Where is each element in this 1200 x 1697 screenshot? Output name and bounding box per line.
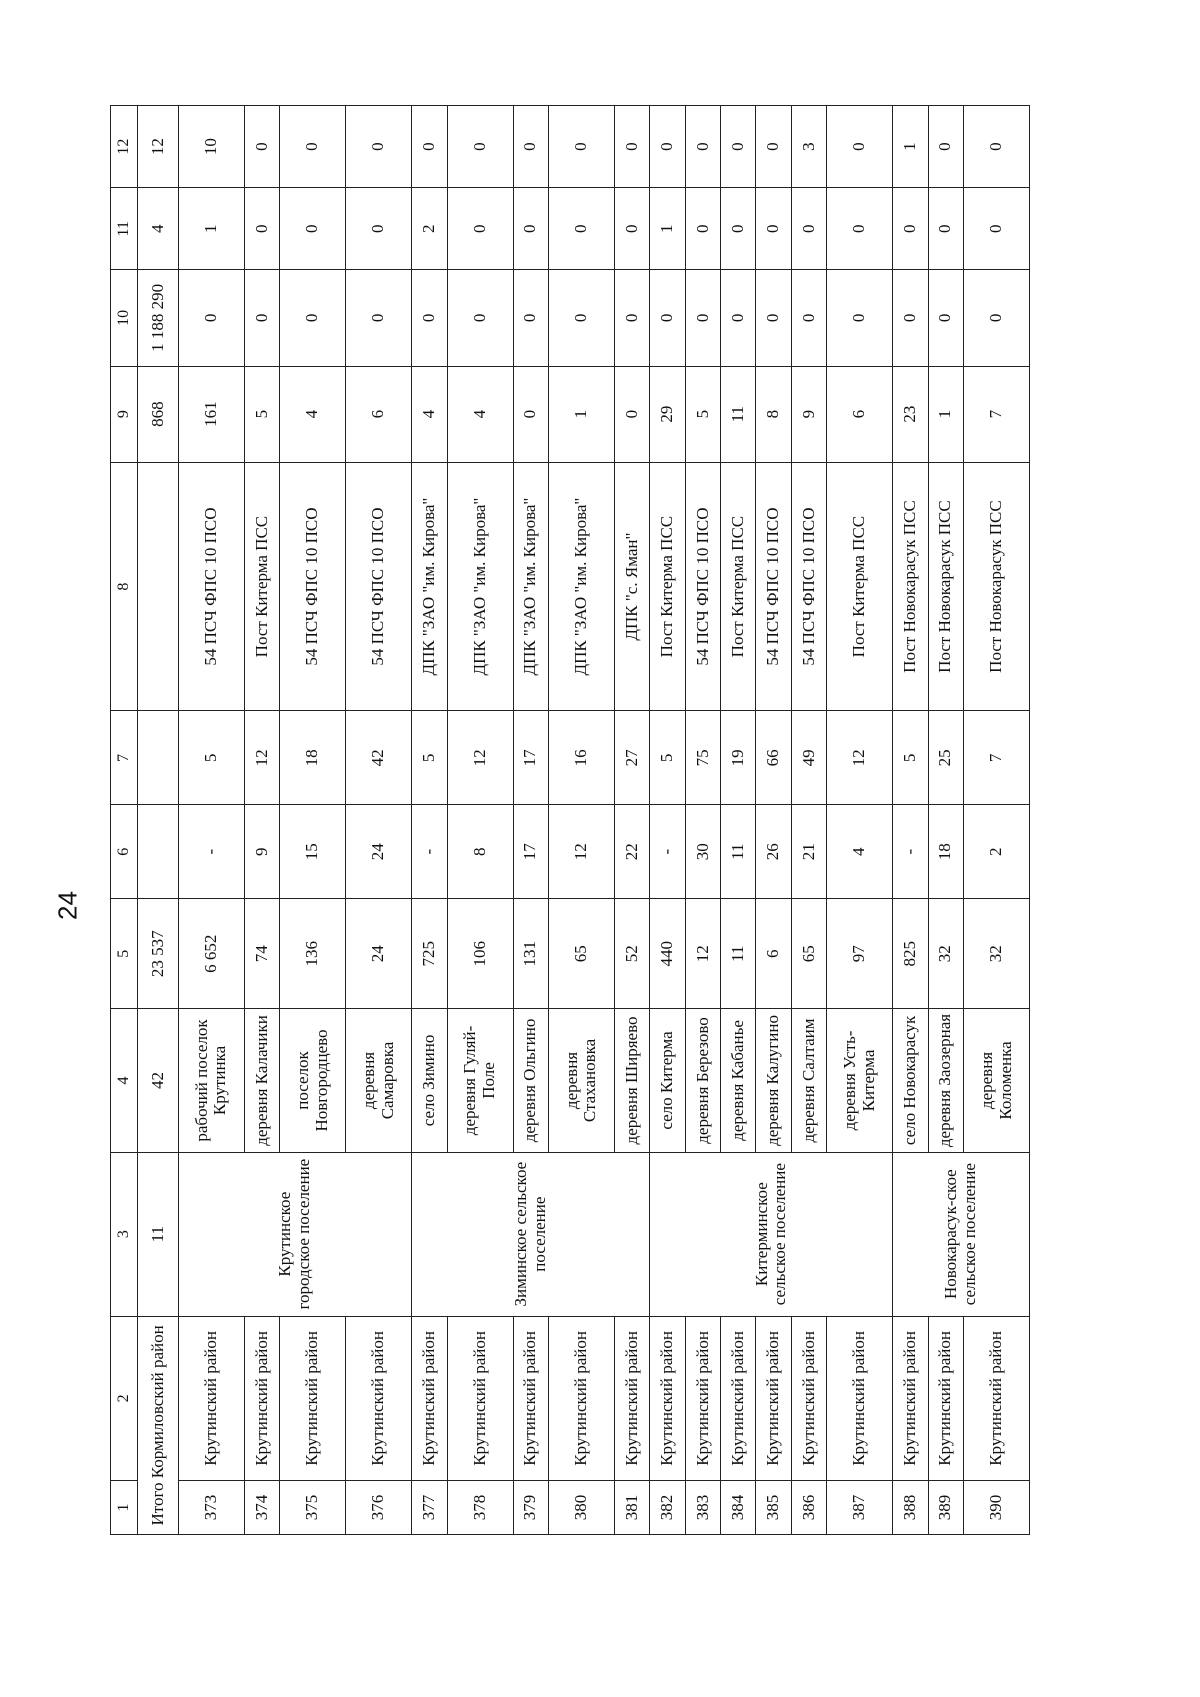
- district-cell: Крутинский район: [280, 1316, 346, 1480]
- c7-cell: 27: [614, 711, 649, 805]
- c12-cell: 1: [893, 106, 928, 188]
- fire-unit-cell: Пост Китерма ПСС: [827, 462, 893, 711]
- table-row: [721, 106, 756, 1535]
- row-number: 378: [447, 1481, 513, 1535]
- district-cell: Крутинский район: [548, 1316, 614, 1480]
- c7-cell: 16: [548, 711, 614, 805]
- district-cell: Крутинский район: [650, 1316, 685, 1480]
- row-number: 375: [280, 1481, 346, 1535]
- district-cell: Крутинский район: [412, 1316, 447, 1480]
- locality-cell: поселок Новгородцево: [280, 1009, 346, 1152]
- c7-cell: 25: [928, 711, 963, 805]
- c7-cell: 42: [346, 711, 412, 805]
- c9-cell: 8: [756, 366, 791, 462]
- population-cell: 52: [614, 899, 649, 1009]
- settlement-novokarasukskoe: Новокарасук-ское сельское поселение: [893, 1152, 1030, 1316]
- fire-unit-cell: ДПК "ЗАО "им. Кирова": [548, 462, 614, 711]
- c10-cell: 0: [346, 270, 412, 366]
- population-cell: 6 652: [179, 899, 245, 1009]
- row-number: 381: [614, 1481, 649, 1535]
- c9-cell: 0: [513, 366, 548, 462]
- c10-cell: 0: [928, 270, 963, 366]
- c6-cell: 4: [827, 805, 893, 899]
- fire-unit-cell: 54 ПСЧ ФПС 10 ПСО: [685, 462, 720, 711]
- c11-cell: 1: [650, 188, 685, 270]
- fire-unit-cell: Пост Новокарасук ПСС: [893, 462, 928, 711]
- row-number: 390: [964, 1481, 1030, 1535]
- fire-unit-cell: ДПК "ЗАО "им. Кирова": [412, 462, 447, 711]
- col-num-12: 12: [111, 106, 138, 188]
- fire-unit-cell: 54 ПСЧ ФПС 10 ПСО: [179, 462, 245, 711]
- population-cell: 74: [244, 899, 279, 1009]
- row-number: 387: [827, 1481, 893, 1535]
- table-row: [412, 106, 447, 1535]
- locality-cell: село Китерма: [650, 1009, 685, 1152]
- c7-cell: 19: [721, 711, 756, 805]
- c10-cell: 0: [513, 270, 548, 366]
- population-cell: 136: [280, 899, 346, 1009]
- total-c12: 12: [138, 106, 179, 188]
- c9-cell: 6: [827, 366, 893, 462]
- row-number: 384: [721, 1481, 756, 1535]
- total-c10: 1 188 290: [138, 270, 179, 366]
- locality-cell: деревня Ольгино: [513, 1009, 548, 1152]
- c9-cell: 0: [614, 366, 649, 462]
- table-row: [685, 106, 720, 1535]
- c9-cell: 11: [721, 366, 756, 462]
- c11-cell: 0: [280, 188, 346, 270]
- c11-cell: 1: [179, 188, 245, 270]
- col-num-5: 5: [111, 899, 138, 1009]
- c7-cell: 17: [513, 711, 548, 805]
- c10-cell: 0: [244, 270, 279, 366]
- total-label: Итого Кормиловский район: [138, 1316, 179, 1534]
- c6-cell: -: [179, 805, 245, 899]
- c11-cell: 2: [412, 188, 447, 270]
- row-number: 383: [685, 1481, 720, 1535]
- c10-cell: 0: [827, 270, 893, 366]
- c11-cell: 0: [791, 188, 826, 270]
- c6-cell: 24: [346, 805, 412, 899]
- c12-cell: 0: [650, 106, 685, 188]
- c12-cell: 0: [447, 106, 513, 188]
- c9-cell: 6: [346, 366, 412, 462]
- fire-unit-cell: 54 ПСЧ ФПС 10 ПСО: [280, 462, 346, 711]
- population-cell: 65: [548, 899, 614, 1009]
- c10-cell: 0: [179, 270, 245, 366]
- c10-cell: 0: [791, 270, 826, 366]
- c11-cell: 0: [928, 188, 963, 270]
- table-row: [928, 106, 963, 1535]
- c6-cell: 9: [244, 805, 279, 899]
- c7-cell: 5: [893, 711, 928, 805]
- c12-cell: 0: [614, 106, 649, 188]
- locality-cell: деревня Березово: [685, 1009, 720, 1152]
- c7-cell: 5: [650, 711, 685, 805]
- c7-cell: 5: [412, 711, 447, 805]
- locality-cell: деревня Калачики: [244, 1009, 279, 1152]
- fire-unit-cell: Пост Китерма ПСС: [721, 462, 756, 711]
- table-row: [827, 106, 893, 1535]
- c9-cell: 9: [791, 366, 826, 462]
- column-number-row: [111, 106, 138, 1535]
- c7-cell: 5: [179, 711, 245, 805]
- fire-unit-cell: Пост Китерма ПСС: [650, 462, 685, 711]
- table-row: [614, 106, 649, 1535]
- fire-unit-cell: ДПК "ЗАО "им. Кирова": [513, 462, 548, 711]
- row-number: 388: [893, 1481, 928, 1535]
- row-number: 373: [179, 1481, 245, 1535]
- c11-cell: 0: [346, 188, 412, 270]
- settlement-kitermskoe: Китерминское сельское поселение: [650, 1152, 893, 1316]
- c10-cell: 0: [650, 270, 685, 366]
- district-cell: Крутинский район: [721, 1316, 756, 1480]
- fire-unit-cell: Пост Новокарасук ПСС: [964, 462, 1030, 711]
- table-row: [179, 106, 245, 1535]
- c6-cell: 15: [280, 805, 346, 899]
- locality-cell: деревня Кабанье: [721, 1009, 756, 1152]
- locality-cell: село Новокарасук: [893, 1009, 928, 1152]
- c12-cell: 0: [756, 106, 791, 188]
- c11-cell: 0: [548, 188, 614, 270]
- c6-cell: 22: [614, 805, 649, 899]
- c6-cell: 8: [447, 805, 513, 899]
- locality-cell: рабочий поселок Крутинка: [179, 1009, 245, 1152]
- district-cell: Крутинский район: [447, 1316, 513, 1480]
- c6-cell: 11: [721, 805, 756, 899]
- total-c6: [138, 805, 179, 899]
- table-row: [893, 106, 928, 1535]
- c12-cell: 0: [346, 106, 412, 188]
- c9-cell: 161: [179, 366, 245, 462]
- locality-cell: деревня Самаровка: [346, 1009, 412, 1152]
- c10-cell: 0: [756, 270, 791, 366]
- district-cell: Крутинский район: [244, 1316, 279, 1480]
- table-row: [548, 106, 614, 1535]
- row-number: 380: [548, 1481, 614, 1535]
- total-c5: 23 537: [138, 899, 179, 1009]
- c7-cell: 12: [244, 711, 279, 805]
- table-row: [280, 106, 346, 1535]
- page-number: 24: [52, 891, 83, 920]
- col-num-11: 11: [111, 188, 138, 270]
- c6-cell: 30: [685, 805, 720, 899]
- data-table: [110, 105, 1030, 1535]
- c12-cell: 3: [791, 106, 826, 188]
- population-cell: 65: [791, 899, 826, 1009]
- table-row: [513, 106, 548, 1535]
- c6-cell: -: [650, 805, 685, 899]
- c7-cell: 49: [791, 711, 826, 805]
- fire-unit-cell: 54 ПСЧ ФПС 10 ПСО: [756, 462, 791, 711]
- c11-cell: 0: [964, 188, 1030, 270]
- data-table-container: [110, 105, 1030, 1535]
- district-cell: Крутинский район: [893, 1316, 928, 1480]
- locality-cell: деревня Стахановка: [548, 1009, 614, 1152]
- table-row: [756, 106, 791, 1535]
- col-num-2: 2: [111, 1316, 138, 1480]
- c12-cell: 0: [244, 106, 279, 188]
- c12-cell: 0: [685, 106, 720, 188]
- c10-cell: 0: [447, 270, 513, 366]
- row-number: 385: [756, 1481, 791, 1535]
- district-cell: Крутинский район: [928, 1316, 963, 1480]
- district-cell: Крутинский район: [964, 1316, 1030, 1480]
- locality-cell: деревня Усть-Китерма: [827, 1009, 893, 1152]
- fire-unit-cell: 54 ПСЧ ФПС 10 ПСО: [346, 462, 412, 711]
- c9-cell: 29: [650, 366, 685, 462]
- c11-cell: 0: [685, 188, 720, 270]
- c9-cell: 4: [280, 366, 346, 462]
- c7-cell: 18: [280, 711, 346, 805]
- col-num-8: 8: [111, 462, 138, 711]
- c6-cell: 2: [964, 805, 1030, 899]
- col-num-7: 7: [111, 711, 138, 805]
- district-cell: Крутинский район: [756, 1316, 791, 1480]
- row-number: 382: [650, 1481, 685, 1535]
- c11-cell: 0: [721, 188, 756, 270]
- fire-unit-cell: Пост Китерма ПСС: [244, 462, 279, 711]
- c12-cell: 10: [179, 106, 245, 188]
- locality-cell: деревня Ширяево: [614, 1009, 649, 1152]
- locality-cell: село Зимино: [412, 1009, 447, 1152]
- c6-cell: 21: [791, 805, 826, 899]
- fire-unit-cell: ДПК "с. Яман": [614, 462, 649, 711]
- c12-cell: 0: [280, 106, 346, 188]
- total-c4: 42: [138, 1009, 179, 1152]
- c6-cell: 17: [513, 805, 548, 899]
- district-cell: Крутинский район: [791, 1316, 826, 1480]
- district-cell: Крутинский район: [179, 1316, 245, 1480]
- table-row: [791, 106, 826, 1535]
- locality-cell: деревня Коломенка: [964, 1009, 1030, 1152]
- c7-cell: 66: [756, 711, 791, 805]
- row-number: 376: [346, 1481, 412, 1535]
- c12-cell: 0: [548, 106, 614, 188]
- c6-cell: 12: [548, 805, 614, 899]
- c7-cell: 7: [964, 711, 1030, 805]
- total-row: [138, 106, 179, 1535]
- c9-cell: 4: [412, 366, 447, 462]
- c12-cell: 0: [513, 106, 548, 188]
- district-cell: Крутинский район: [614, 1316, 649, 1480]
- c10-cell: 0: [280, 270, 346, 366]
- row-number: 386: [791, 1481, 826, 1535]
- c9-cell: 1: [548, 366, 614, 462]
- locality-cell: деревня Салтаим: [791, 1009, 826, 1152]
- col-num-10: 10: [111, 270, 138, 366]
- population-cell: 106: [447, 899, 513, 1009]
- table-row: [244, 106, 279, 1535]
- c9-cell: 5: [244, 366, 279, 462]
- c9-cell: 23: [893, 366, 928, 462]
- c10-cell: 0: [721, 270, 756, 366]
- col-num-1: 1: [111, 1481, 138, 1535]
- population-cell: 32: [928, 899, 963, 1009]
- table-row: [964, 106, 1030, 1535]
- table-row: [447, 106, 513, 1535]
- population-cell: 24: [346, 899, 412, 1009]
- locality-cell: деревня Заозерная: [928, 1009, 963, 1152]
- c9-cell: 7: [964, 366, 1030, 462]
- col-num-4: 4: [111, 1009, 138, 1152]
- row-number: 377: [412, 1481, 447, 1535]
- total-c3: 11: [138, 1152, 179, 1316]
- c7-cell: 12: [827, 711, 893, 805]
- locality-cell: деревня Гуляй-Поле: [447, 1009, 513, 1152]
- c10-cell: 0: [412, 270, 447, 366]
- population-cell: 97: [827, 899, 893, 1009]
- district-cell: Крутинский район: [346, 1316, 412, 1480]
- c11-cell: 0: [447, 188, 513, 270]
- population-cell: 131: [513, 899, 548, 1009]
- settlement-krutinskoe: Крутинское городское поселение: [179, 1152, 412, 1316]
- c9-cell: 1: [928, 366, 963, 462]
- population-cell: 825: [893, 899, 928, 1009]
- c12-cell: 0: [964, 106, 1030, 188]
- c12-cell: 0: [827, 106, 893, 188]
- col-num-6: 6: [111, 805, 138, 899]
- col-num-3: 3: [111, 1152, 138, 1316]
- c12-cell: 0: [412, 106, 447, 188]
- c11-cell: 0: [513, 188, 548, 270]
- row-number: 379: [513, 1481, 548, 1535]
- total-c9: 868: [138, 366, 179, 462]
- table-row: [650, 106, 685, 1535]
- c11-cell: 0: [893, 188, 928, 270]
- fire-unit-cell: ДПК "ЗАО "им. Кирова": [447, 462, 513, 711]
- table-row: [346, 106, 412, 1535]
- total-c11: 4: [138, 188, 179, 270]
- c10-cell: 0: [614, 270, 649, 366]
- population-cell: 32: [964, 899, 1030, 1009]
- c10-cell: 0: [964, 270, 1030, 366]
- c6-cell: 18: [928, 805, 963, 899]
- c6-cell: 26: [756, 805, 791, 899]
- district-cell: Крутинский район: [685, 1316, 720, 1480]
- c11-cell: 0: [756, 188, 791, 270]
- row-number: 389: [928, 1481, 963, 1535]
- population-cell: 440: [650, 899, 685, 1009]
- total-c8: [138, 462, 179, 711]
- district-cell: Крутинский район: [827, 1316, 893, 1480]
- fire-unit-cell: Пост Новокарасук ПСС: [928, 462, 963, 711]
- c6-cell: -: [893, 805, 928, 899]
- total-c7: [138, 711, 179, 805]
- district-cell: Крутинский район: [513, 1316, 548, 1480]
- population-cell: 6: [756, 899, 791, 1009]
- c9-cell: 5: [685, 366, 720, 462]
- c12-cell: 0: [928, 106, 963, 188]
- c10-cell: 0: [685, 270, 720, 366]
- c10-cell: 0: [548, 270, 614, 366]
- fire-unit-cell: 54 ПСЧ ФПС 10 ПСО: [791, 462, 826, 711]
- population-cell: 725: [412, 899, 447, 1009]
- population-cell: 12: [685, 899, 720, 1009]
- c12-cell: 0: [721, 106, 756, 188]
- row-number: 374: [244, 1481, 279, 1535]
- c11-cell: 0: [827, 188, 893, 270]
- c11-cell: 0: [244, 188, 279, 270]
- col-num-9: 9: [111, 366, 138, 462]
- c10-cell: 0: [893, 270, 928, 366]
- c6-cell: -: [412, 805, 447, 899]
- population-cell: 11: [721, 899, 756, 1009]
- c7-cell: 75: [685, 711, 720, 805]
- c9-cell: 4: [447, 366, 513, 462]
- c7-cell: 12: [447, 711, 513, 805]
- locality-cell: деревня Калугино: [756, 1009, 791, 1152]
- c11-cell: 0: [614, 188, 649, 270]
- settlement-ziminskoe: Зиминское сельское поселение: [412, 1152, 650, 1316]
